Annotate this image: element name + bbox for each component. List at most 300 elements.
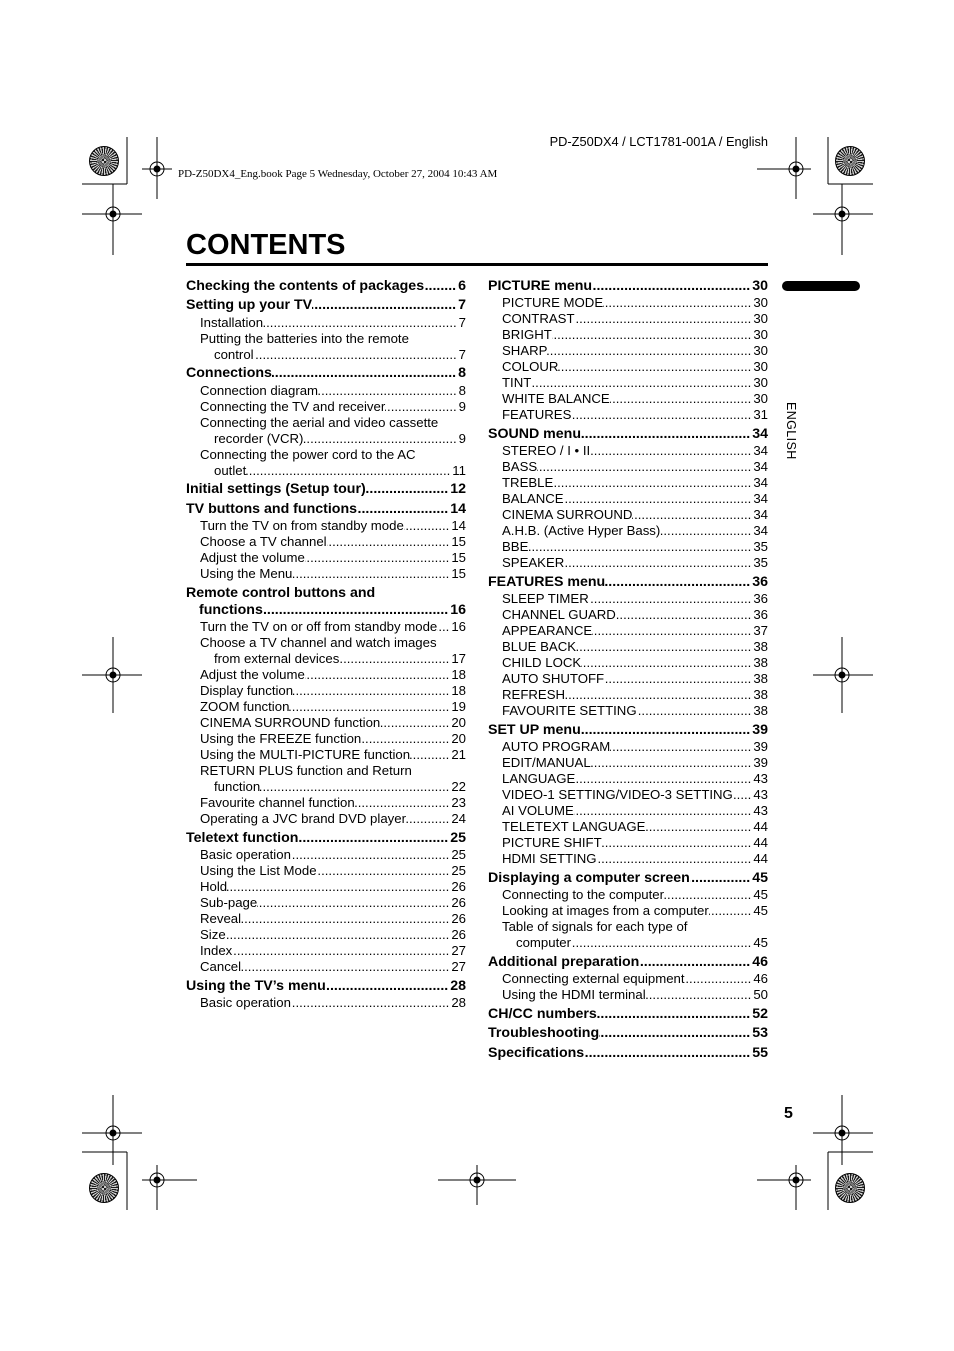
dot-leader xyxy=(733,787,754,803)
toc-section-line xyxy=(186,278,466,295)
toc-entry-title: CINEMA SURROUND xyxy=(502,507,633,522)
starburst-mark xyxy=(835,1173,865,1203)
dot-leader xyxy=(292,566,451,582)
toc-entry-page: 31 xyxy=(753,407,768,422)
dot-leader xyxy=(599,1025,752,1042)
dot-leader xyxy=(632,507,753,523)
dot-leader xyxy=(603,295,753,311)
dot-leader xyxy=(602,835,754,851)
dot-leader xyxy=(564,555,753,571)
dot-leader xyxy=(685,971,754,987)
dot-leader xyxy=(660,523,753,539)
toc-section-title: Teletext function xyxy=(186,829,299,846)
toc-entry-line xyxy=(488,375,768,391)
toc-entry-list xyxy=(488,295,768,423)
dot-leader xyxy=(553,475,753,491)
toc-entry xyxy=(186,959,466,975)
dot-leader xyxy=(571,935,753,951)
toc-section-page: 28 xyxy=(450,977,466,994)
dot-leader xyxy=(339,651,451,667)
toc-entry xyxy=(186,667,466,683)
toc-entry-title: Operating a JVC brand DVD player xyxy=(200,811,406,826)
toc-entry xyxy=(488,639,768,655)
toc-entry-page: 26 xyxy=(451,879,466,894)
dot-leader xyxy=(357,501,450,518)
toc-entry-page: 30 xyxy=(753,311,768,326)
dot-leader xyxy=(257,895,451,911)
toc-entry-page: 35 xyxy=(753,555,768,570)
toc-section-page: 6 xyxy=(458,277,466,294)
toc-entry-title: VIDEO-1 SETTING/VIDEO-3 SETTING xyxy=(502,787,733,802)
toc-entry-title: Table of signals for each type of xyxy=(502,919,688,934)
toc-entry-list xyxy=(186,383,466,479)
toc-section-page: 34 xyxy=(752,425,768,442)
registration-mark xyxy=(757,1165,811,1210)
toc-section xyxy=(186,978,466,1012)
toc-entry xyxy=(186,683,466,699)
toc-entry-title: AI VOLUME xyxy=(502,803,574,818)
toc-section-title: Troubleshooting xyxy=(488,1025,600,1041)
toc-entry-line xyxy=(186,995,466,1011)
toc-entry-line xyxy=(186,347,466,363)
toc-entry-page: 28 xyxy=(451,995,466,1010)
toc-entry-title: Using the MULTI-PICTURE function xyxy=(200,747,411,762)
toc-entry-title: TINT xyxy=(502,375,532,390)
registration-mark xyxy=(82,637,142,713)
toc-entry xyxy=(488,687,768,703)
toc-entry-page: 38 xyxy=(753,687,768,702)
dot-leader xyxy=(604,671,753,687)
toc-entry-title: Turn the TV on from standby mode xyxy=(200,518,404,533)
toc-entry-page: 38 xyxy=(753,703,768,718)
toc-entry-line xyxy=(488,391,768,407)
toc-entry xyxy=(186,399,466,415)
toc-entry-page: 8 xyxy=(458,382,466,398)
registration-mark xyxy=(813,637,873,713)
toc-entry-title: ZOOM function xyxy=(200,699,290,714)
dot-leader xyxy=(226,927,452,943)
dot-leader xyxy=(289,699,451,715)
title-rule xyxy=(186,263,768,266)
dot-leader xyxy=(355,795,452,811)
dot-leader xyxy=(263,315,459,331)
toc-entry-title: Reveal xyxy=(200,911,242,926)
toc-entry-page: 37 xyxy=(753,623,768,638)
toc-section-line xyxy=(488,722,768,739)
dot-leader xyxy=(406,811,451,827)
toc-entry-page: 38 xyxy=(753,639,768,654)
toc-entry-page: 7 xyxy=(458,314,466,330)
toc-entry xyxy=(488,787,768,803)
toc-section-page: 8 xyxy=(458,365,466,381)
toc-section-line xyxy=(488,426,768,443)
toc-entry-line xyxy=(186,863,466,879)
toc-entry-title: Favourite channel function xyxy=(200,795,355,810)
toc-entry-page: 43 xyxy=(753,771,768,786)
toc-entry-page: 26 xyxy=(451,911,466,926)
dot-leader xyxy=(574,803,754,819)
dot-leader xyxy=(565,687,753,703)
toc-entry-page: 20 xyxy=(451,731,466,746)
dot-leader xyxy=(597,851,754,867)
toc-entry-page: 11 xyxy=(452,462,466,478)
toc-entry xyxy=(488,311,768,327)
toc-entry-page: 18 xyxy=(451,683,466,698)
toc-entry-line xyxy=(186,635,466,651)
dot-leader xyxy=(293,683,451,699)
toc-section-line xyxy=(488,278,768,295)
toc-entry xyxy=(488,555,768,571)
toc-section-title: CH/CC numbers xyxy=(488,1005,597,1022)
dot-leader xyxy=(528,539,753,555)
toc-section-title: FEATURES menu xyxy=(488,573,606,590)
toc-entry-page: 22 xyxy=(451,779,466,794)
toc-entry-title: Connecting the power cord to the AC xyxy=(200,446,416,462)
toc-entry-list xyxy=(186,847,466,975)
language-side-label: ENGLISH xyxy=(784,402,798,460)
toc-entry-title: BASS xyxy=(502,459,538,474)
toc-entry-list xyxy=(488,443,768,571)
toc-entry-page: 38 xyxy=(753,655,768,670)
toc-entry-title: Using the FREEZE function xyxy=(200,731,362,746)
toc-entry-page: 26 xyxy=(451,927,466,942)
toc-entry-line xyxy=(186,651,466,667)
toc-entry xyxy=(488,491,768,507)
toc-entry-line xyxy=(186,715,466,731)
toc-section xyxy=(186,830,466,976)
toc-entry-line xyxy=(186,550,466,566)
dot-leader xyxy=(592,278,752,295)
toc-entry-page: 30 xyxy=(753,327,768,342)
toc-entry-line xyxy=(488,623,768,639)
dot-leader xyxy=(610,739,753,755)
toc-section-line xyxy=(488,954,768,971)
toc-entry-line xyxy=(488,887,768,903)
toc-entry-line xyxy=(186,943,466,959)
toc-entry-page: 34 xyxy=(753,507,768,522)
toc-entry-title: control xyxy=(214,346,254,362)
toc-entry-line xyxy=(488,555,768,571)
toc-entry-line xyxy=(186,566,466,582)
toc-entry xyxy=(488,703,768,719)
toc-entry-title: RETURN PLUS function and Return xyxy=(200,763,412,778)
toc-entry-title: AUTO SHUTOFF xyxy=(502,671,605,686)
toc-entry-title: Using the Menu xyxy=(200,566,293,581)
toc-section-title: Connections xyxy=(186,365,272,381)
toc-entry-line xyxy=(488,987,768,1003)
toc-entry-page: 39 xyxy=(753,755,768,770)
toc-entry-line xyxy=(186,463,466,479)
toc-entry-title: Looking at images from a computer xyxy=(502,903,709,918)
toc-section xyxy=(488,954,768,1004)
toc-entry-page: 30 xyxy=(753,359,768,374)
toc-entry xyxy=(488,539,768,555)
toc-section xyxy=(488,426,768,572)
toc-entry-title: Basic operation xyxy=(200,995,291,1010)
toc-entry-page: 44 xyxy=(753,819,768,834)
toc-entry-line xyxy=(186,959,466,975)
toc-entry-line xyxy=(186,927,466,943)
toc-section-line xyxy=(488,1006,768,1023)
toc-entry-title: PICTURE SHIFT xyxy=(502,835,602,850)
toc-entry xyxy=(186,715,466,731)
dot-leader xyxy=(591,755,754,771)
toc-entry-line xyxy=(488,443,768,459)
toc-section-line xyxy=(186,585,466,602)
dot-leader xyxy=(291,847,451,863)
toc-entry-line xyxy=(488,459,768,475)
toc-entry-title: TELETEXT LANGUAGE xyxy=(502,819,646,834)
dot-leader xyxy=(260,779,451,795)
toc-entry-line xyxy=(488,739,768,755)
toc-entry-line xyxy=(186,534,466,550)
toc-entry-line xyxy=(488,655,768,671)
toc-section-page: 46 xyxy=(752,953,768,970)
dot-leader xyxy=(531,375,753,391)
dot-leader xyxy=(232,943,451,959)
language-tab xyxy=(782,281,860,291)
toc-entry-page: 30 xyxy=(753,343,768,358)
toc-entry-title: EDIT/MANUAL xyxy=(502,755,591,770)
dot-leader xyxy=(664,887,753,903)
toc-entry-title: CONTRAST xyxy=(502,311,575,326)
toc-section-page: 16 xyxy=(450,601,466,618)
dot-leader xyxy=(564,491,754,507)
toc-entry-list xyxy=(488,739,768,867)
toc-section-title: Using the TV’s menu xyxy=(186,977,326,994)
toc-entry-page: 25 xyxy=(451,863,466,878)
dot-leader xyxy=(581,722,752,739)
toc-entry xyxy=(488,755,768,771)
toc-section xyxy=(186,365,466,479)
dot-leader xyxy=(327,534,452,550)
toc-entry-title: COLOUR xyxy=(502,359,559,374)
toc-entry-line xyxy=(488,491,768,507)
toc-section-line xyxy=(488,1025,768,1042)
toc-entry-list xyxy=(186,518,466,582)
toc-entry-page: 45 xyxy=(753,887,768,902)
dot-leader xyxy=(637,703,754,719)
toc-entry-title: Adjust the volume xyxy=(200,550,305,565)
toc-section-page: 39 xyxy=(752,721,768,738)
toc-entry-line xyxy=(488,591,768,607)
toc-entry-line xyxy=(186,847,466,863)
dot-leader xyxy=(639,954,752,971)
toc-entry-title: AUTO PROGRAM xyxy=(502,739,611,754)
toc-entry xyxy=(488,739,768,755)
toc-entry-line xyxy=(488,971,768,987)
toc-entry-page: 36 xyxy=(753,607,768,622)
toc-entry-title: CHANNEL GUARD xyxy=(502,607,616,622)
dot-leader xyxy=(592,623,753,639)
toc-entry xyxy=(186,927,466,943)
toc-section xyxy=(488,574,768,720)
dot-leader xyxy=(305,550,452,566)
toc-entry xyxy=(488,987,768,1003)
toc-entry-page: 43 xyxy=(753,787,768,802)
toc-section-page: 25 xyxy=(450,829,466,846)
toc-entry-list xyxy=(488,591,768,719)
toc-entry-title: PICTURE MODE xyxy=(502,295,604,310)
toc-section-line xyxy=(488,1045,768,1062)
toc-entry xyxy=(186,795,466,811)
toc-entry xyxy=(186,566,466,582)
toc-entry-page: 45 xyxy=(753,935,768,950)
starburst-mark xyxy=(89,146,119,176)
toc-entry-line xyxy=(488,771,768,787)
toc-entry-title: function xyxy=(214,779,261,794)
dot-leader xyxy=(581,655,753,671)
toc-entry-line xyxy=(186,699,466,715)
toc-section-page: 36 xyxy=(752,573,768,590)
toc-entry-page: 44 xyxy=(753,851,768,866)
toc-section xyxy=(488,870,768,952)
toc-section xyxy=(186,278,466,295)
toc-entry-page: 34 xyxy=(753,523,768,538)
toc-entry-page: 27 xyxy=(451,943,466,958)
toc-section-line xyxy=(186,978,466,995)
toc-entry-title: Connecting external equipment xyxy=(502,971,685,986)
dot-leader xyxy=(547,343,753,359)
toc-section-title: TV buttons and functions xyxy=(186,500,358,517)
dot-leader xyxy=(318,383,459,399)
toc-entry-title: Putting the batteries into the remote xyxy=(200,330,409,346)
toc-section-page: 45 xyxy=(752,869,768,886)
toc-section-title: functions xyxy=(199,601,263,618)
toc-entry xyxy=(488,623,768,639)
toc-entry-line xyxy=(186,879,466,895)
toc-section-page: 30 xyxy=(752,277,768,294)
toc-entry-line xyxy=(186,763,466,779)
toc-entry-list xyxy=(186,619,466,827)
toc-entry xyxy=(186,763,466,795)
dot-leader xyxy=(303,431,458,447)
toc-entry xyxy=(488,835,768,851)
toc-entry xyxy=(488,295,768,311)
toc-entry xyxy=(488,475,768,491)
toc-entry-page: 36 xyxy=(753,591,768,606)
dot-leader xyxy=(227,879,451,895)
toc-entry-line xyxy=(488,687,768,703)
book-info-line: PD-Z50DX4_Eng.book Page 5 Wednesday, October 27, 2004 10:43 AM xyxy=(178,168,498,180)
toc-entry-page: 34 xyxy=(753,491,768,506)
toc-entry-title: SLEEP TIMER xyxy=(502,591,589,606)
toc-entry-line xyxy=(488,851,768,867)
toc-entry-title: APPEARANCE xyxy=(502,623,593,638)
toc-section-line xyxy=(488,870,768,887)
toc-section-page: 52 xyxy=(752,1005,768,1022)
toc-entry-line xyxy=(186,747,466,763)
toc-entry xyxy=(186,635,466,667)
dot-leader xyxy=(272,365,458,382)
toc-entry-title: Connecting the TV and receiver xyxy=(200,398,386,414)
toc-entry-title: Turn the TV on or off from standby mode xyxy=(200,619,438,634)
toc-entry-page: 34 xyxy=(753,459,768,474)
dot-leader xyxy=(590,443,753,459)
toc-column-left xyxy=(186,278,466,1013)
toc-section-line xyxy=(488,574,768,591)
toc-entry-page: 30 xyxy=(753,391,768,406)
dot-leader xyxy=(291,995,451,1011)
toc-section-line xyxy=(186,365,466,382)
dot-leader xyxy=(305,667,452,683)
toc-entry-page: 7 xyxy=(458,346,466,362)
dot-leader xyxy=(552,327,754,343)
toc-entry-title: Using the List Mode xyxy=(200,863,317,878)
toc-entry-page: 38 xyxy=(753,671,768,686)
dot-leader xyxy=(361,731,451,747)
toc-section-page: 55 xyxy=(752,1044,768,1061)
dot-leader xyxy=(558,359,753,375)
toc-entry xyxy=(488,607,768,623)
toc-entry-page: 9 xyxy=(458,398,466,414)
dot-leader xyxy=(424,278,458,295)
toc-entry-line xyxy=(488,359,768,375)
toc-entry-title: WHITE BALANCE xyxy=(502,391,610,406)
toc-entry-title: FAVOURITE SETTING xyxy=(502,703,637,718)
starburst-mark xyxy=(835,146,865,176)
toc-section-line xyxy=(186,602,466,619)
toc-entry xyxy=(186,315,466,331)
page-title: CONTENTS xyxy=(186,229,346,261)
toc-entry xyxy=(488,407,768,423)
toc-entry-title: recorder (VCR) xyxy=(214,430,304,446)
toc-entry-title: TREBLE xyxy=(502,475,554,490)
toc-entry-page: 44 xyxy=(753,835,768,850)
registration-mark xyxy=(438,1165,516,1205)
toc-entry-title: Display function xyxy=(200,683,294,698)
toc-entry-title: CINEMA SURROUND function xyxy=(200,715,381,730)
toc-entry-page: 20 xyxy=(451,715,466,730)
toc-entry xyxy=(488,391,768,407)
toc-entry-page: 15 xyxy=(451,550,466,565)
toc-entry-line xyxy=(488,755,768,771)
toc-section-page: 12 xyxy=(450,481,466,497)
toc-entry-page: 26 xyxy=(451,895,466,910)
toc-entry-title: SPEAKER xyxy=(502,555,565,570)
toc-entry-title: Choose a TV channel and watch images xyxy=(200,635,437,650)
toc-entry-title: FEATURES xyxy=(502,407,572,422)
toc-entry-list xyxy=(488,887,768,951)
toc-entry-page: 23 xyxy=(451,795,466,810)
toc-section-line xyxy=(186,297,466,314)
toc-entry-page: 25 xyxy=(451,847,466,862)
toc-entry-line xyxy=(488,903,768,919)
toc-entry-title: REFRESH xyxy=(502,687,566,702)
dot-leader xyxy=(254,347,459,363)
toc-entry-line xyxy=(488,671,768,687)
toc-entry-line xyxy=(488,523,768,539)
toc-section-page: 14 xyxy=(450,500,466,517)
dot-leader xyxy=(380,715,451,731)
dot-leader xyxy=(312,297,458,314)
toc-entry xyxy=(186,747,466,763)
toc-column-right xyxy=(488,278,768,1062)
toc-entry-line xyxy=(488,835,768,851)
dot-leader xyxy=(404,518,452,534)
toc-entry-line xyxy=(488,475,768,491)
toc-entry-line xyxy=(186,315,466,331)
toc-entry-line xyxy=(488,787,768,803)
toc-entry-title: CHILD LOCK xyxy=(502,655,582,670)
registration-mark xyxy=(142,137,172,199)
toc-section xyxy=(488,278,768,424)
toc-entry-title: Index xyxy=(200,943,233,958)
toc-entry xyxy=(488,507,768,523)
dot-leader xyxy=(589,591,754,607)
toc-entry xyxy=(186,550,466,566)
dot-leader xyxy=(241,959,451,975)
